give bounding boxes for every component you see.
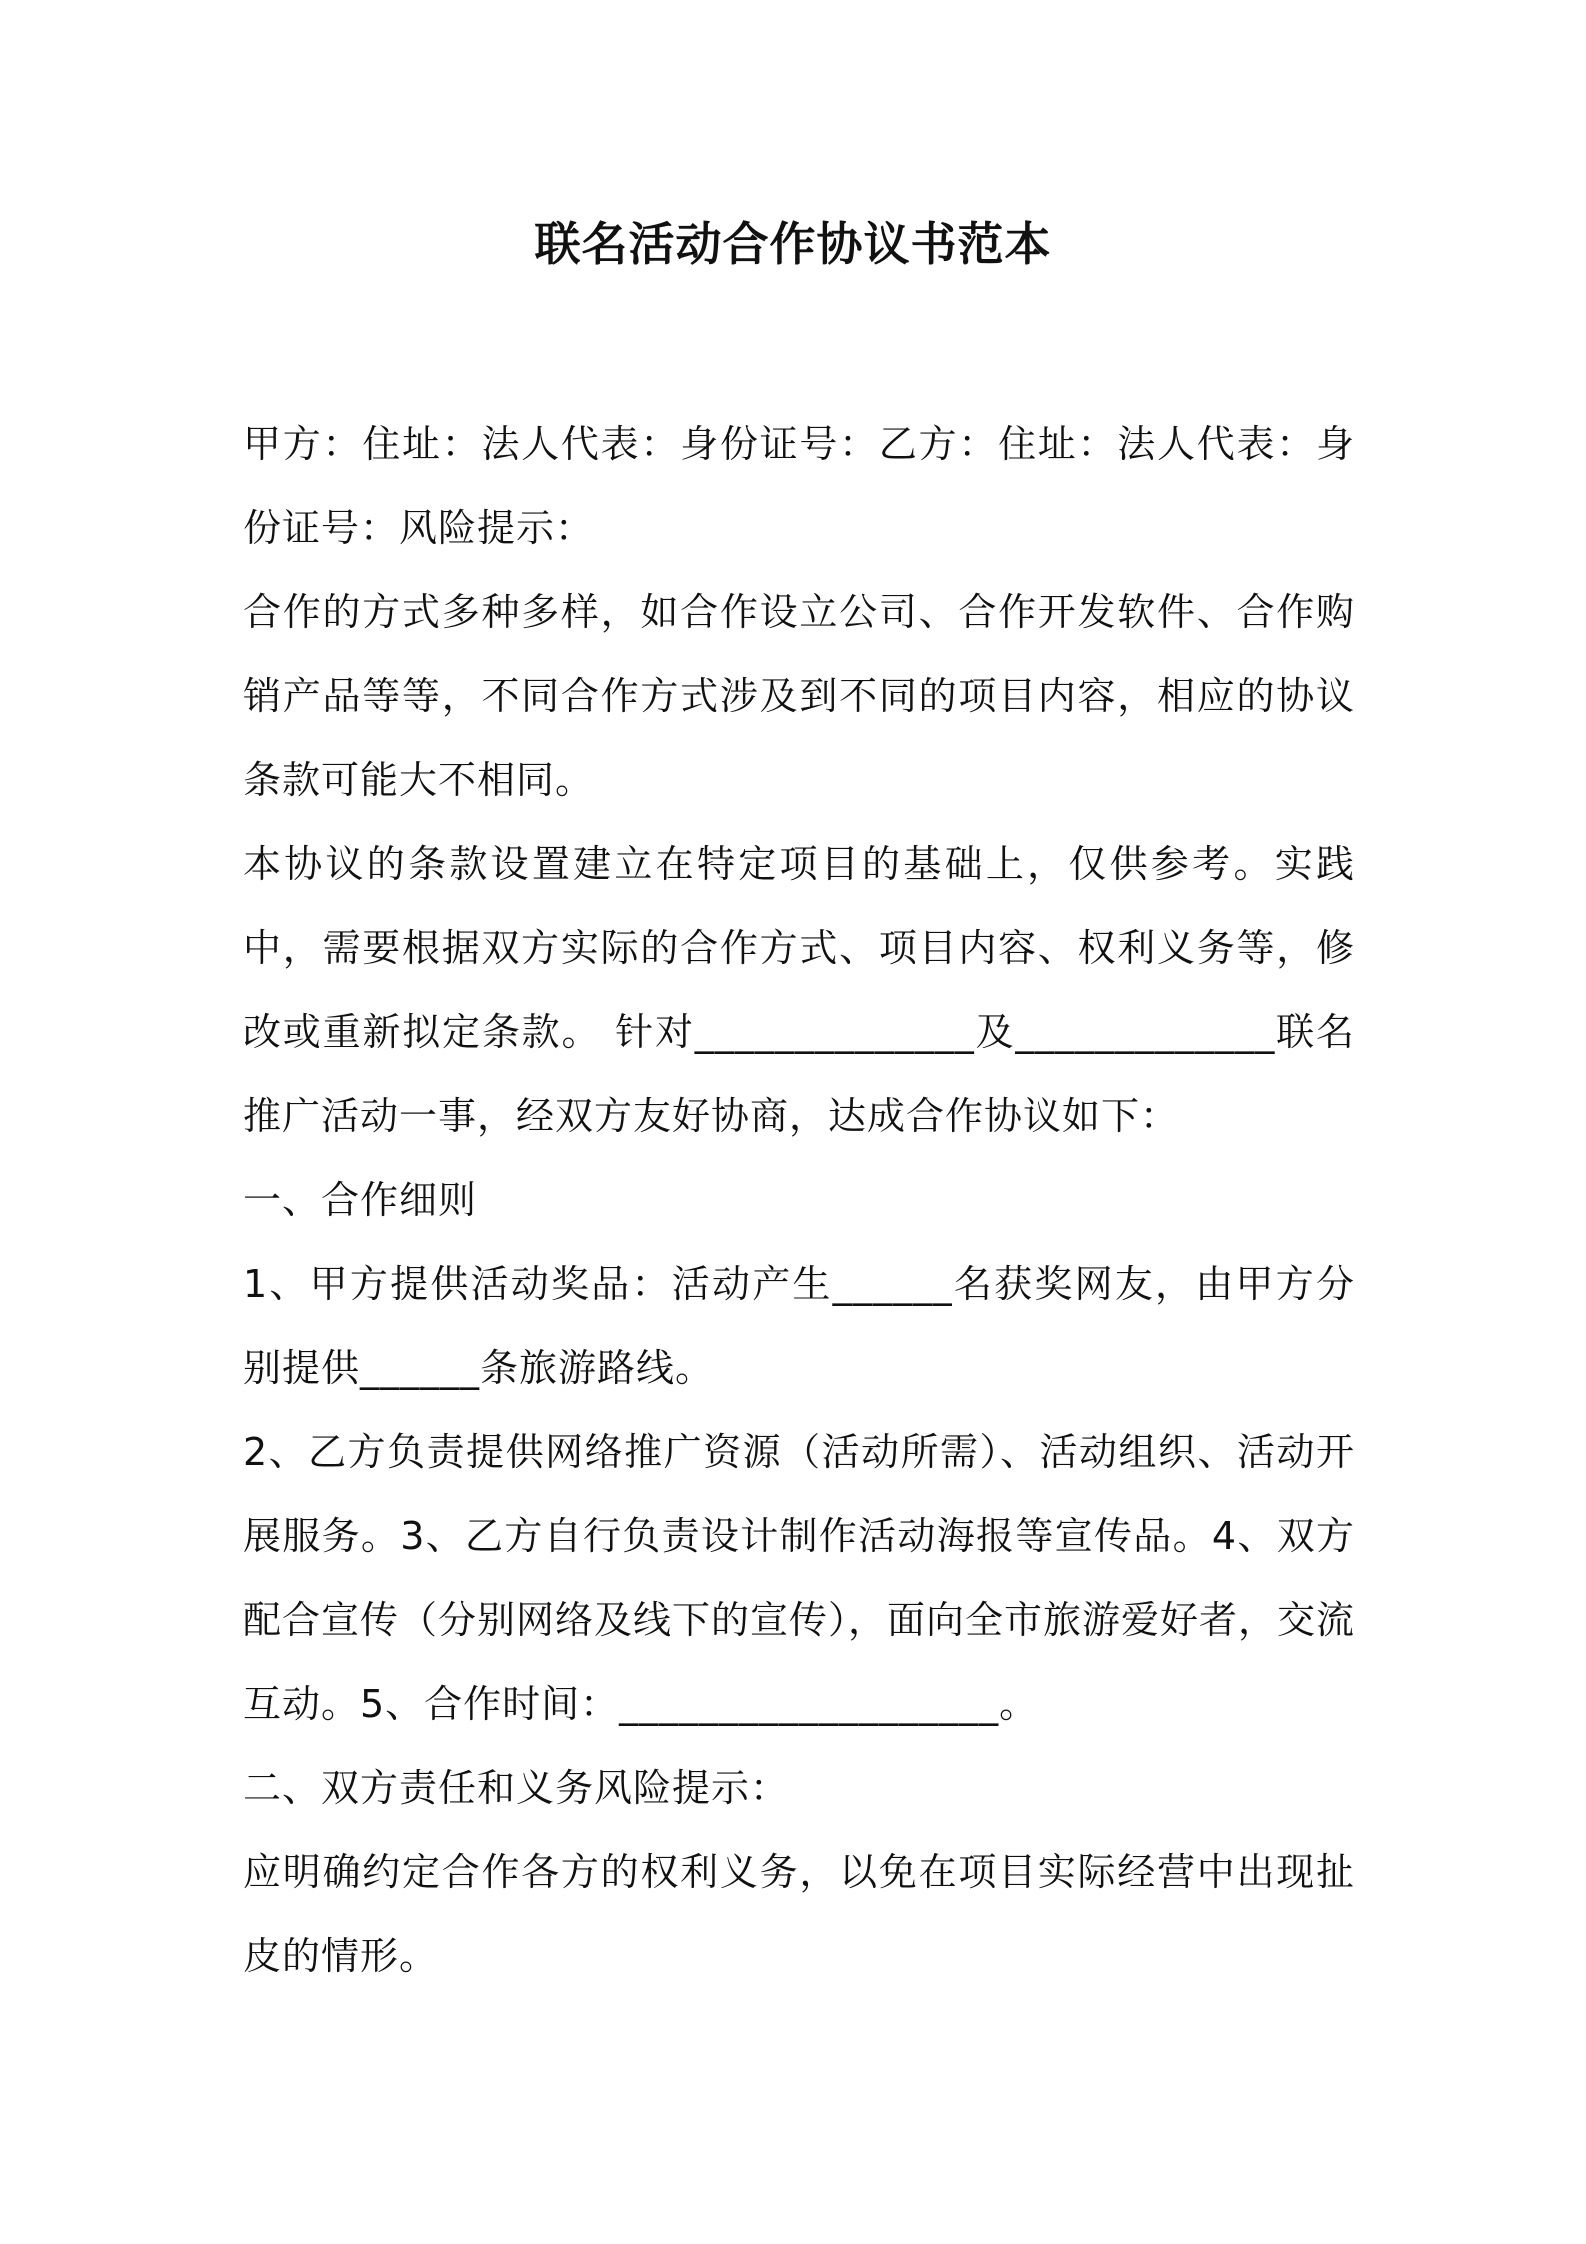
section-heading-responsibilities: 二、双方责任和义务风险提示： (243, 1766, 790, 1810)
risk-note-cooperation-paragraph: 合作的方式多种多样，如合作设立公司、合作开发软件、合作购销产品等等，不同合作方式涉及到不同的项目内容，相应的协议条款可能大不相同。 (243, 590, 1355, 802)
parties-paragraph: 甲方：住址：法人代表：身份证号：乙方：住址：法人代表：身份证号：风险提示： (243, 422, 1355, 550)
clause-1-paragraph: 1、甲方提供活动奖品：活动产生______名获奖网友，由甲方分别提供______条旅游路线。 (243, 1262, 1355, 1390)
intro-paragraph: 本协议的条款设置建立在特定项目的基础上，仅供参考。实践中，需要根据双方实际的合作方式、项目内容、权利义务等，修改或重新拟定条款。 针对______________及_____________联名推广活动一事，经双方友好协商，达成合作协议如下： (243, 842, 1355, 1138)
section-heading-cooperation-details: 一、合作细则 (243, 1178, 478, 1222)
responsibilities-note-paragraph: 应明确约定合作各方的权利义务，以免在项目实际经营中出现扯皮的情形。 (243, 1850, 1355, 1978)
document-title: 联名活动合作协议书范本 (534, 217, 1052, 271)
clauses-2-5-paragraph: 2、乙方负责提供网络推广资源（活动所需）、活动组织、活动开展服务。3、乙方自行负责设计制作活动海报等宣传品。4、双方配合宣传（分别网络及线下的宣传），面向全市旅游爱好者，交流互动。5、合作时间：___________________。 (243, 1430, 1356, 1726)
document-body (243, 402, 1355, 1998)
